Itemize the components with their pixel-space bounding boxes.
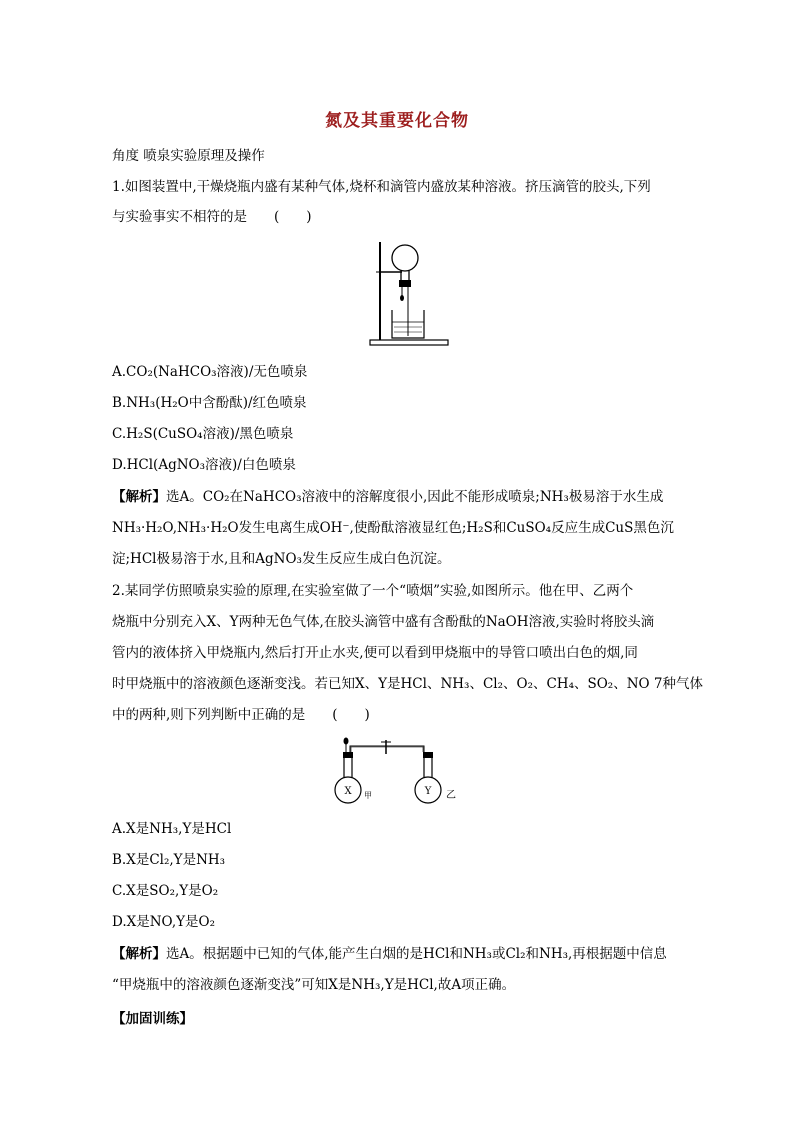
q1-option-a: A.CO₂(NaHCO₃溶液)/无色喷泉: [112, 364, 308, 380]
q2-option-a: A.X是NH₃,Y是HCl: [112, 821, 232, 837]
q2-option-d: D.X是NO,Y是O₂: [112, 914, 216, 930]
q1-option-d: D.HCl(AgNO₃溶液)/白色喷泉: [112, 457, 296, 473]
q2-stem-line4: 时甲烧瓶中的溶液颜色逐渐变浅。若已知X、Y是HCl、NH₃、Cl₂、O₂、CH₄、SO₂、NO 7种气体: [112, 676, 703, 692]
q1-stem-line1: 1.如图装置中,干燥烧瓶内盛有某种气体,烧杯和滴管内盛放某种溶液。挤压滴管的胶头,下列: [112, 179, 651, 195]
q1-analysis-text: 选A。CO₂在NaHCO₃溶液中的溶解度很小,因此不能形成喷泉;NH₃极易溶于水生成: [166, 489, 664, 505]
q2-stem-line2: 烧瓶中分别充入X、Y两种无色气体,在胶头滴管中盛有含酚酞的NaOH溶液,实验时将胶头滴: [112, 614, 655, 630]
q2-analysis-line1: [112, 944, 667, 964]
q1-analysis-line1: [112, 487, 663, 507]
q1-analysis-line3: 淀;HCl极易溶于水,且和AgNO₃发生反应生成白色沉淀。: [112, 551, 451, 567]
q2-stem-line5: 中的两种,则下列判断中正确的是 ( ): [112, 707, 370, 723]
q1-option-c: C.H₂S(CuSO₄溶液)/黑色喷泉: [112, 426, 294, 442]
page-title: 氮及其重要化合物: [325, 111, 469, 131]
q1-analysis-line2: NH₃·H₂O,NH₃·H₂O发生电离生成OH⁻,使酚酞溶液显红色;H₂S和CuSO₄反应生成CuS黑色沉: [112, 520, 674, 536]
q2-analysis-text: 选A。根据题中已知的气体,能产生白烟的是HCl和NH₃或Cl₂和NH₃,再根据题中信息: [166, 946, 667, 962]
flask-jia-label: 甲: [364, 791, 372, 800]
q1-analysis-tag: 【解析】: [112, 489, 166, 505]
consolidation-heading: 【加固训练】: [112, 1011, 193, 1027]
q2-option-c: C.X是SO₂,Y是O₂: [112, 883, 219, 899]
q1-stem-line2: 与实验事实不相符的是 ( ): [112, 209, 312, 225]
q2-stem-line1: 2.某同学仿照喷泉实验的原理,在实验室做了一个“喷烟”实验,如图所示。他在甲、乙两个: [112, 583, 634, 599]
flask-yi-label: 乙: [446, 790, 456, 801]
q2-option-b: B.X是Cl₂,Y是NH₃: [112, 852, 226, 868]
q2-stem-line3: 管内的液体挤入甲烧瓶内,然后打开止水夹,便可以看到甲烧瓶中的导管口喷出白色的烟,同: [112, 645, 638, 661]
flask-x-label: X: [344, 786, 352, 797]
q2-analysis-line2: “甲烧瓶中的溶液颜色逐渐变浅”可知X是NH₃,Y是HCl,故A项正确。: [112, 977, 516, 993]
flask-y-label: Y: [424, 786, 432, 797]
smoke-experiment-figure: [328, 736, 468, 808]
q1-option-b: B.NH₃(H₂O中含酚酞)/红色喷泉: [112, 395, 307, 411]
fountain-apparatus-figure: [366, 238, 452, 348]
q2-analysis-tag: 【解析】: [112, 946, 166, 962]
section-heading: 角度 喷泉实验原理及操作: [112, 148, 265, 164]
